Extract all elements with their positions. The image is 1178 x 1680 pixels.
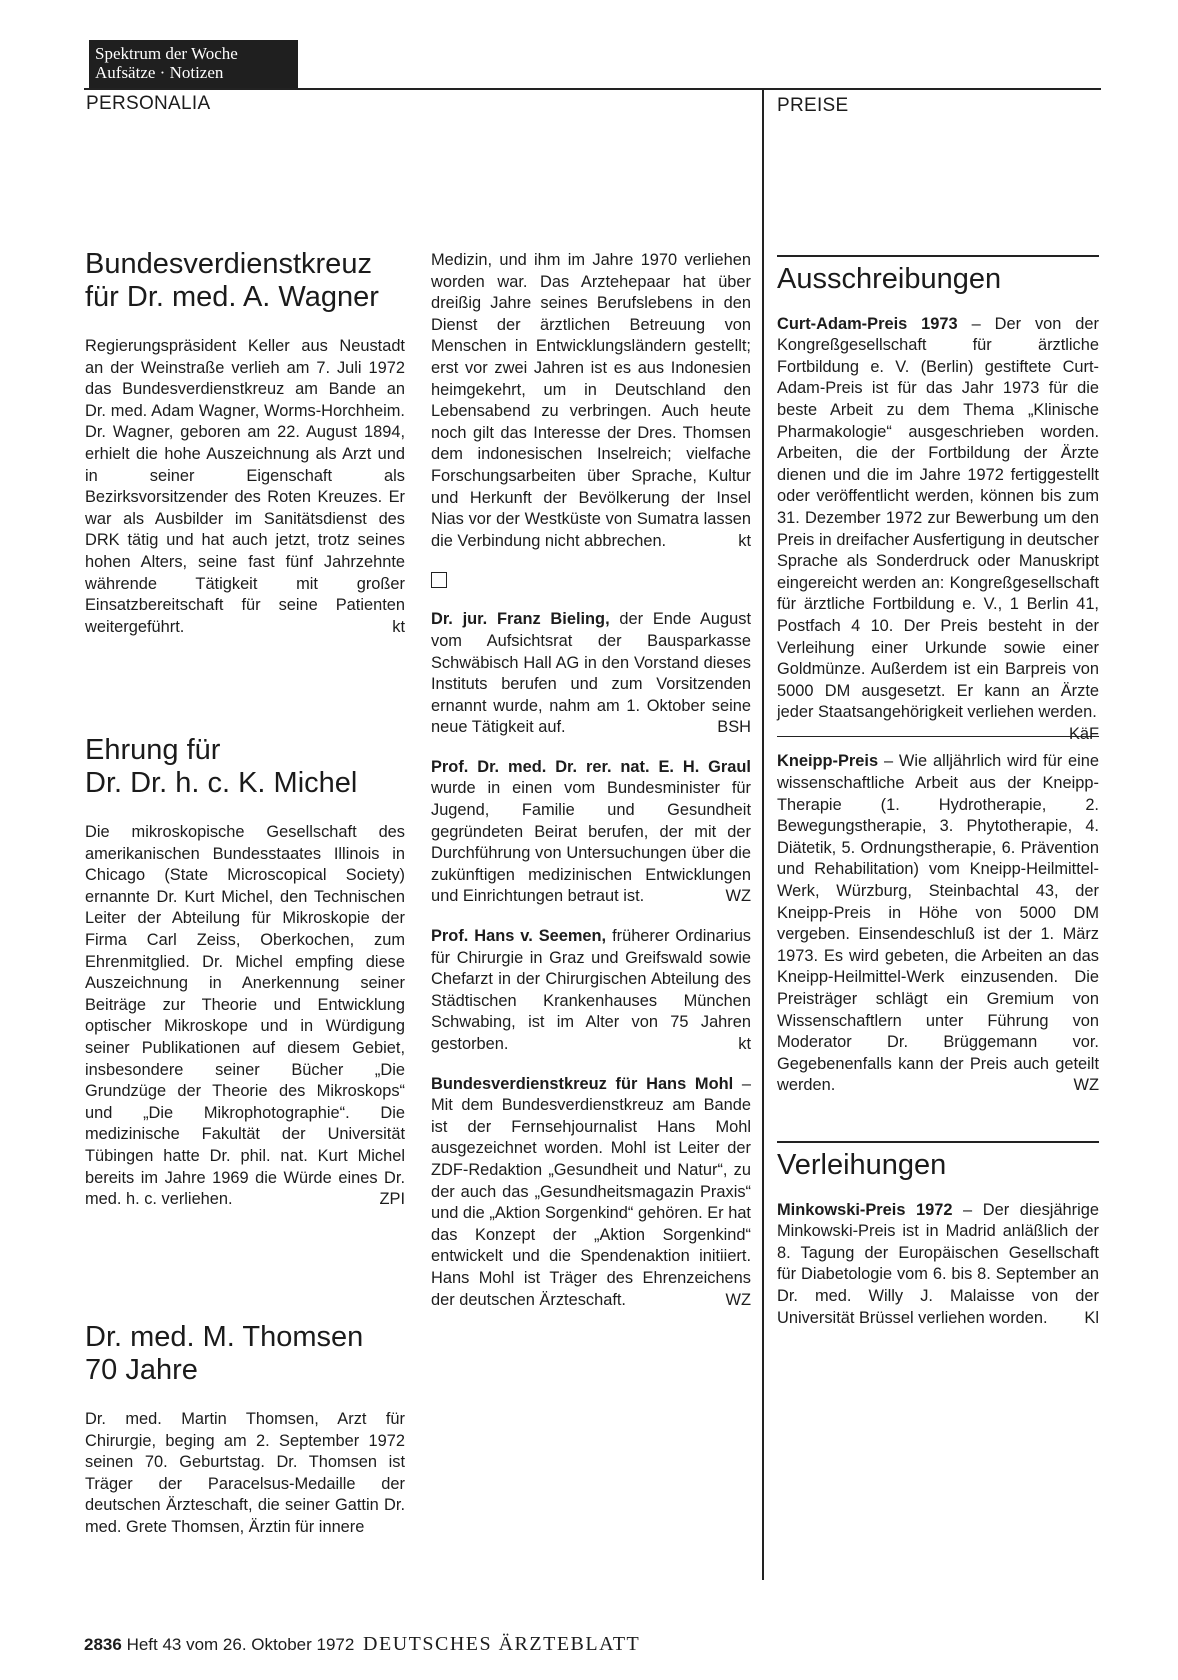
article-body: Die mikroskopische Gesellschaft des amerikanischen Bundesstaates Illinois in Chicago (State Microscopical Society) ernannte Dr. Kurt Michel, den Technischen Leiter der Abteilung für Mikroskopie der Firma Carl Zeiss, Oberkochen, zum Ehrenmitglied. Dr. Michel empfing diese Auszeichnung in Anerkennung seiner Beiträge zur Theorie und Entwicklung optischer Mikroskope und in Würdigung seiner Publikationen auf diesem Gebiet, insbesondere seiner Bücher „Die Grundzüge der Theorie des Mikroskops“ und „Die Mikrophotographie“. Die medizinische Fakultät der Universität Tübingen hatte Dr. phil. nat. Kurt Michel bereits im Jahre 1969 die Würde eines Dr. med. h. c. verliehen. ZPI — [85, 822, 405, 1211]
author-signature: kt — [738, 1035, 751, 1053]
section-title-verleihungen: Verleihungen — [777, 1148, 947, 1181]
article-body: Dr. med. Martin Thomsen, Arzt für Chirurgie, beging am 2. September 1972 seinen 70. Geburtstag. Dr. Thomsen ist Träger der Paracelsus-Medaille der deutschen Ärzteschaft, die seiner Gattin Dr. med. Grete Thomsen, Ärztin für innere — [85, 1410, 405, 1536]
article-thomsen — [85, 1321, 405, 1539]
author-signature: kt — [738, 531, 751, 550]
prize-kneipp: Kneipp-Preis – Wie alljährlich wird für eine wissenschaftliche Arbeit aus der Kneipp-Therapie (1. Hydrotherapie, 2. Bewegungstherapie, 3. Phytotherapie, 4. Diätetik, 5. Ordnungstherapie, 6. Prävention und Rehabilitation) vom Kneipp-Heilmittel-Werk, Würzburg, Steinbachtal 43, der Kneipp-Preis in Höhe von 5000 DM vergeben. Einsendeschluß ist der 1. März 1973. Es wird gebeten, die Arbeiten an das Kneipp-Heilmittel-Werk einzusenden. Die Preisträger schlägt ein Gremium von Wissenschaftlern unter Führung von Moderator Dr. Brüggemann vor. Gegebenenfalls kann der Preis auch geteilt werden. WZ — [777, 751, 1099, 1097]
page-footer — [84, 1633, 640, 1656]
header-rule — [84, 88, 1101, 90]
notice-bieling: Dr. jur. Franz Bieling, der Ende August vom Aufsichtsrat der Bausparkasse Schwäbisch Hall AG in den Vorstand dieses Instituts berufen und zum Vorsitzenden ernannt wurde, nahm am 1. Oktober seine neue Tätigkeit auf. BSH — [431, 609, 751, 739]
author-signature: ZPI — [379, 1190, 405, 1209]
prizes-column — [777, 255, 1099, 1329]
notice-graul: Prof. Dr. med. Dr. rer. nat. E. H. Graul wurde in einen vom Bundesminister für Jugend, Familie und Gesundheit gegründeten Beirat berufen, der mit der Durchführung von Untersuchungen über die zukünftigen medizinischen Entwicklungen und Einrichtungen betraut ist. WZ — [431, 757, 751, 908]
author-signature: kt — [392, 617, 405, 636]
prize-minkowski: Minkowski-Preis 1972 – Der diesjährige Minkowski-Preis ist in Madrid anläßlich der 8. Tagung der Europäischen Gesellschaft für Diabetologie vom 6. bis 8. September an Dr. med. Willy J. Malaisse von der Universität Brüssel verliehen worden. Kl — [777, 1200, 1099, 1330]
notice-seemen: Prof. Hans v. Seemen, früherer Ordinarius für Chirurgie in Graz und Greifswald sowie Chefarzt in der Chirurgischen Abteilung des Städtischen Krankenhauses München Schwabing, ist im Alter von 75 Jahren gestorben. kt — [431, 926, 751, 1056]
author-signature: Kl — [1084, 1308, 1099, 1327]
author-signature: WZ — [1073, 1076, 1099, 1095]
banner-line-1: Spektrum der Woche — [95, 44, 238, 63]
section-banner — [89, 40, 298, 88]
article-title: Ehrung für Dr. Dr. h. c. K. Michel — [85, 734, 358, 799]
banner-line-2: Aufsätze · Notizen — [95, 63, 224, 82]
article-title: Dr. med. M. Thomsen 70 Jahre — [85, 1321, 364, 1386]
section-label-personalia: PERSONALIA — [86, 93, 211, 114]
section-rule — [777, 255, 1099, 257]
article-title: Bundesverdienstkreuz für Dr. med. A. Wagner — [85, 248, 379, 313]
magazine-name: DEUTSCHES ÄRZTEBLATT — [363, 1633, 641, 1655]
author-signature: WZ — [725, 1290, 751, 1309]
author-signature: KäF — [1068, 724, 1099, 743]
author-signature: WZ — [725, 887, 751, 906]
author-signature: BSH — [717, 718, 751, 737]
article-wagner — [85, 248, 405, 638]
notice-mohl: Bundesverdienstkreuz für Hans Mohl – Mit dem Bundesverdienstkreuz am Bande ist der Fernsehjournalist Hans Mohl ausgezeichnet worden. Mohl ist Leiter der ZDF-Redaktion „Gesundheit und Natur“, zu der auch das „Gesundheitsmagazin Praxis“ und die „Aktion Sorgenkind“ gehören. Er hat das Konzept der „Aktion Sorgenkind“ entwickelt und die Spendenaktion initiiert. Hans Mohl ist Träger des Ehrenzeichens der deutschen Ärzteschaft. WZ — [431, 1074, 751, 1312]
square-box-icon — [431, 572, 447, 588]
section-title-ausschreibungen: Ausschreibungen — [777, 262, 1002, 295]
notices-column — [431, 250, 751, 1311]
page-number: 2836 — [84, 1635, 122, 1654]
article-michel — [85, 734, 405, 1211]
section-label-preise: PREISE — [777, 95, 849, 116]
item-rule — [777, 736, 1099, 738]
article-body: Regierungspräsident Keller aus Neustadt an der Weinstraße verlieh am 7. Juli 1972 das Bundesverdienstkreuz am Bande an Dr. med. Adam Wagner, Worms-Horchheim. Dr. Wagner, geboren am 22. August 1894, erhielt die hohe Auszeichnung als Arzt und in seiner Eigenschaft als Bezirksvorsitzender des Roten Kreuzes. Er war als Ausbilder im Sanitätsdienst des DRK tätig und hat auch jetzt, trotz seines hohen Alters, seine fast fünf Jahrzehnte währende Tätigkeit mit großer Einsatzbereitschaft für seine Patienten weitergeführt. kt — [85, 336, 405, 638]
issue-info: Heft 43 vom 26. Oktober 1972 — [126, 1635, 355, 1654]
prize-curt-adam: Curt-Adam-Preis 1973 – Der von der Kongreßgesellschaft für ärztliche Fortbildung e. V. (Berlin) gestiftete Curt-Adam-Preis ist für das Jahr 1973 für die beste Arbeit zu dem Thema „Klinische Pharmakologie“ ausgeschrieben worden. Arbeiten, die der Fortbildung der Ärzte dienen und die im Jahre 1972 fertiggestellt oder veröffentlicht werden, können bis zum 31. Dezember 1972 zur Bewerbung um den Preis in dreifacher Ausfertigung in deutscher Sprache als Sonderdruck oder Manuskript eingereicht werden an: Kongreßgesellschaft für ärztliche Fortbildung e. V., 1 Berlin 41, Postfach 4 10. Der Preis besteht in der Verleihung einer Urkunde sowie einer Goldmünze. Außerdem ist ein Barpreis von 5000 DM ausgesetzt. Er kann an Ärzte jeder Staatsangehörigkeit verliehen werden. KäF — [777, 314, 1099, 724]
article-continuation: Medizin, und ihm im Jahre 1970 verliehen worden war. Das Arztehepaar hat über dreißig Jahre seines Berufslebens in den Dienst der ärztlichen Betreuung von Menschen in Entwicklungsländern gestellt; erst vor zwei Jahren ist es aus Indonesien heimgekehrt, um in Deutschland den Lebensabend zu verbringen. Auch heute noch gilt das Interesse der Dres. Thomsen dem indonesischen Inselreich; vielfache Forschungsarbeiten über Sprache, Kultur und Herkunft der Bevölkerung der Insel Nias vor der Westküste von Sumatra lassen die Verbindung nicht abbrechen. kt — [431, 250, 751, 552]
section-rule — [777, 1141, 1099, 1143]
column-divider — [762, 88, 764, 1580]
